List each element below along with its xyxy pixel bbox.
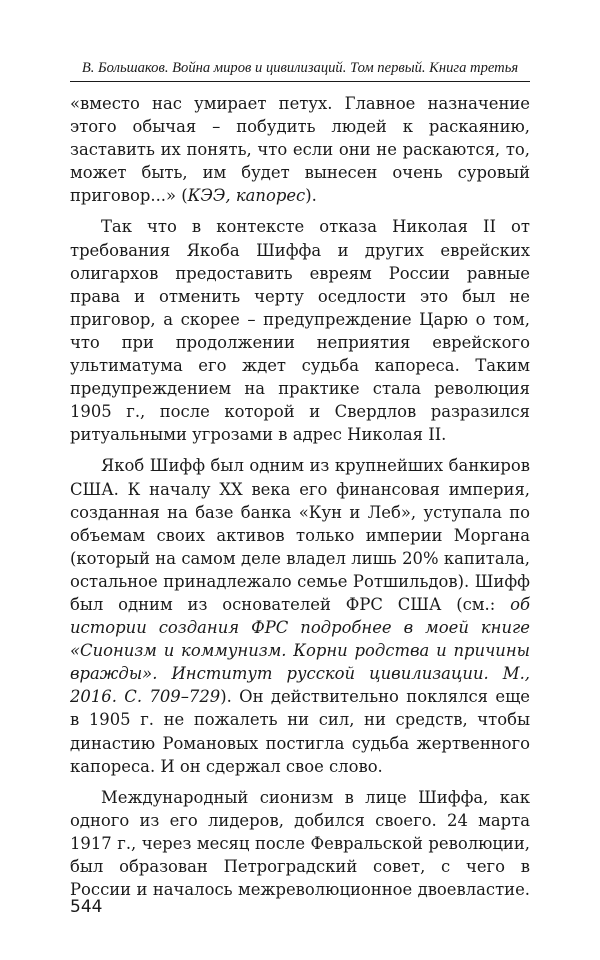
- italic-text-run: об истории создания ФРС подробнее в моей книге «Сионизм и коммунизм. Корни родства и причины вражды». Институт русской цивилизации. М., 2016. С. 709–729: [70, 594, 530, 707]
- page-number: 544: [70, 897, 103, 917]
- text-run: Якоб Шифф был одним из крупнейших банкиров США. К началу XX века его финансовая империя, созданная на базе банка «Кун и Леб», уступала по объемам своих активов только империи Моргана (который на самом деле владел лишь 20% капитала, остальное принадлежало семье Ротшильдов). Шифф был одним из основателей ФРС США (см.:: [70, 456, 530, 614]
- running-header: В. Большаков. Война миров и цивилизаций. Том первый. Книга третья: [70, 58, 530, 82]
- paragraph-4: [70, 786, 530, 901]
- paragraph-2: [70, 215, 530, 446]
- text-run: Так что в контексте отказа Николая II от требования Якоба Шиффа и других еврейских олигархов предоставить евреям России равные права и отменить черту оседлости это был не приговор, а скорее – предупреждение Царю о том, что при продолжении неприятия еврейского ультиматума его ждет судьба капореса. Таким предупреждением на практике стала революция 1905 г., после которой и Свердлов разразился ритуальными угрозами в адрес Николая II.: [70, 217, 530, 445]
- text-run: ). Он действительно поклялся еще в 1905 г. не пожалеть ни сил, ни средств, чтобы династию Романовых постигла судьба жертвенного капореса. И он сдержал свое слово.: [70, 687, 531, 776]
- text-run: ).: [305, 186, 317, 206]
- text-run: Международный сионизм в лице Шиффа, как одного из его лидеров, добился своего. 24 марта 1917 г., через месяц после Февральской революции, был образован Петроградский совет, с чего в России и началось межреволюционное двоевластие.: [70, 787, 530, 900]
- body-text: [70, 92, 530, 901]
- paragraph-3: [70, 454, 530, 777]
- text-run: «вместо нас умирает петух. Главное назначение этого обычая – побудить людей к раскаянию, заставить их понять, что если они не раскаются, то, может быть, им будет вынесен очень суровый приговор...» (: [70, 94, 530, 206]
- italic-text-run: КЭЭ, капорес: [187, 186, 306, 206]
- paragraph-1: [70, 92, 530, 207]
